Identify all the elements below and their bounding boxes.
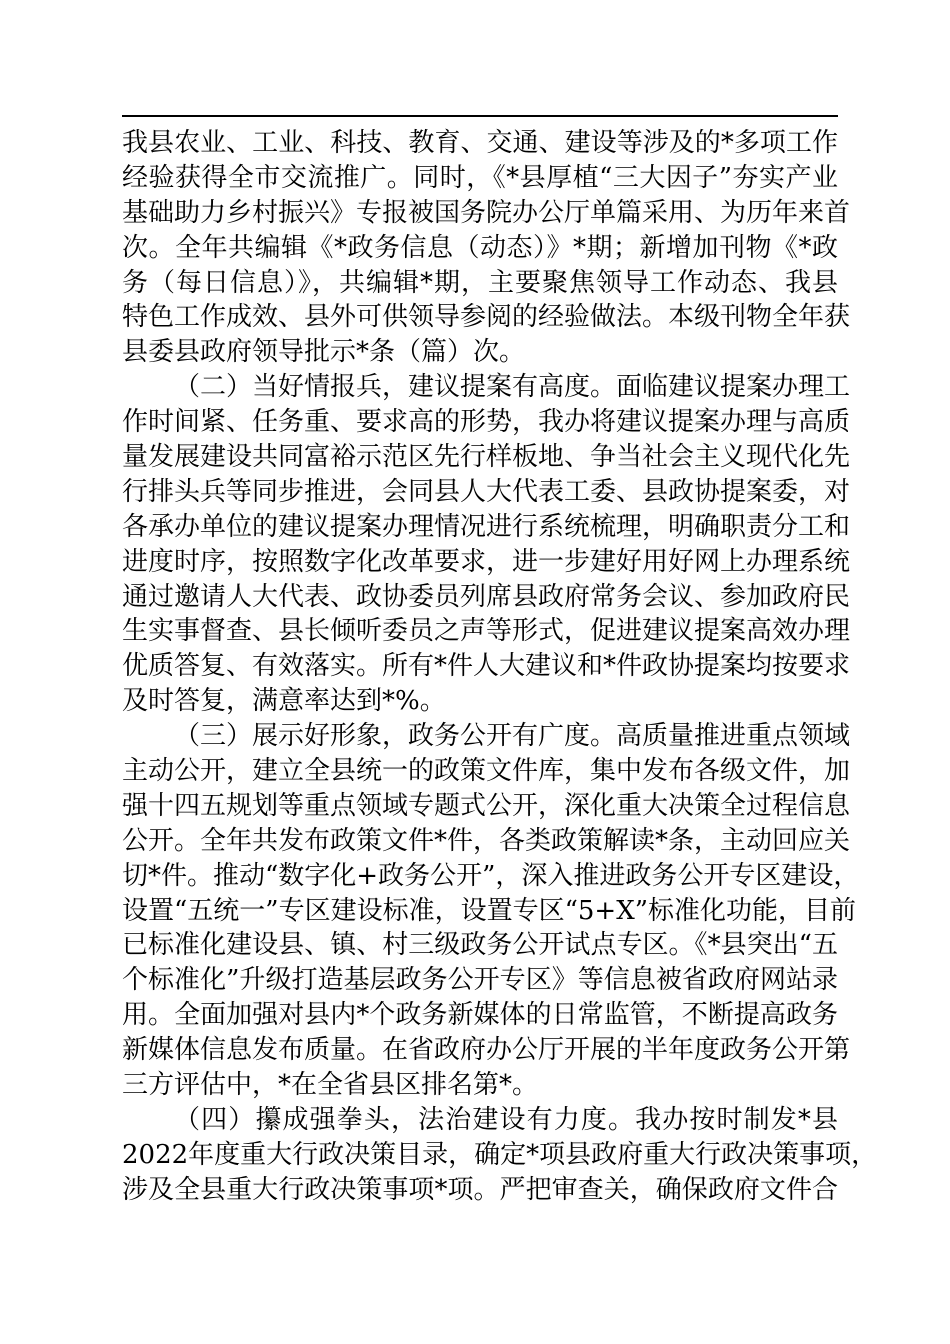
text-line: 已标准化建设县、镇、村三级政务公开试点专区。《*县突出“五: [122, 930, 838, 961]
text-line: 特色工作成效、县外可供领导参阅的经验做法。本级刊物全年获: [122, 302, 851, 333]
text-line: 及时答复，满意率达到*%。: [122, 686, 446, 717]
text-line: 基础助力乡村振兴》专报被国务院办公厅单篇采用、为历年来首: [122, 197, 851, 228]
text-line: 2022年度重大行政决策目录，确定*项县政府重大行政决策事项，: [122, 1139, 878, 1170]
text-line: 涉及全县重大行政决策事项*项。严把审查关，确保政府文件合: [122, 1174, 838, 1205]
text-line: 量发展建设共同富裕示范区先行样板地、争当社会主义现代化先: [122, 442, 851, 473]
text-line: 主动公开，建立全县统一的政策文件库，集中发布各级文件，加: [122, 756, 851, 787]
text-line: 三方评估中，*在全省县区排名第*。: [122, 1070, 539, 1101]
paragraph-first-line: （四）攥成强拳头，法治建设有力度。我办按时制发*县: [174, 1104, 838, 1135]
text-line: 作时间紧、任务重、要求高的形势，我办将建议提案办理与高质: [122, 407, 851, 438]
text-line: 设置“五统一”专区建设标准，设置专区“5+X”标准化功能，目前: [122, 895, 857, 926]
document-body: [122, 126, 878, 1208]
text-line: 通过邀请人大代表、政协委员列席县政府常务会议、参加政府民: [122, 581, 851, 612]
text-line: 用。全面加强对县内*个政务新媒体的日常监管，不断提高政务: [122, 1000, 838, 1031]
paragraph-first-line: （三）展示好形象，政务公开有广度。高质量推进重点领域: [174, 721, 851, 752]
text-line: 行排头兵等同步推进，会同县人大代表工委、县政协提案委，对: [122, 476, 851, 507]
text-line: 强十四五规划等重点领域专题式公开，深化重大决策全过程信息: [122, 790, 851, 821]
text-line: 新媒体信息发布质量。在省政府办公厅开展的半年度政务公开第: [122, 1035, 851, 1066]
text-line: 各承办单位的建议提案办理情况进行系统梳理，明确职责分工和: [122, 511, 851, 542]
paragraph-first-line: （二）当好情报兵，建议提案有高度。面临建议提案办理工: [174, 372, 851, 403]
text-line: 我县农业、工业、科技、教育、交通、建设等涉及的*多项工作: [122, 128, 838, 158]
text-line: 优质答复、有效落实。所有*件人大建议和*件政协提案均按要求: [122, 651, 851, 682]
text-line: 县委县政府领导批示*条（篇）次。: [122, 337, 526, 368]
header-rule: [122, 115, 838, 117]
text-line: 生实事督查、县长倾听委员之声等形式，促进建议提案高效办理: [122, 616, 851, 647]
text-line: 经验获得全市交流推广。同时，《*县厚植“三大因子”夯实产业: [122, 162, 838, 193]
text-line: 进度时序，按照数字化改革要求，进一步建好用好网上办理系统: [122, 546, 851, 577]
text-line: 个标准化”升级打造基层政务公开专区》等信息被省政府网站录: [122, 965, 838, 996]
text-line: 切*件。推动“数字化+政务公开”，深入推进政务公开专区建设，: [122, 860, 860, 891]
text-line: 次。全年共编辑《*政务信息（动态）》*期；新增加刊物《*政: [122, 232, 838, 263]
text-line: 公开。全年共发布政策文件*件，各类政策解读*条，主动回应关: [122, 825, 851, 856]
text-line: 务（每日信息）》，共编辑*期，主要聚焦领导工作动态、我县: [122, 267, 838, 298]
